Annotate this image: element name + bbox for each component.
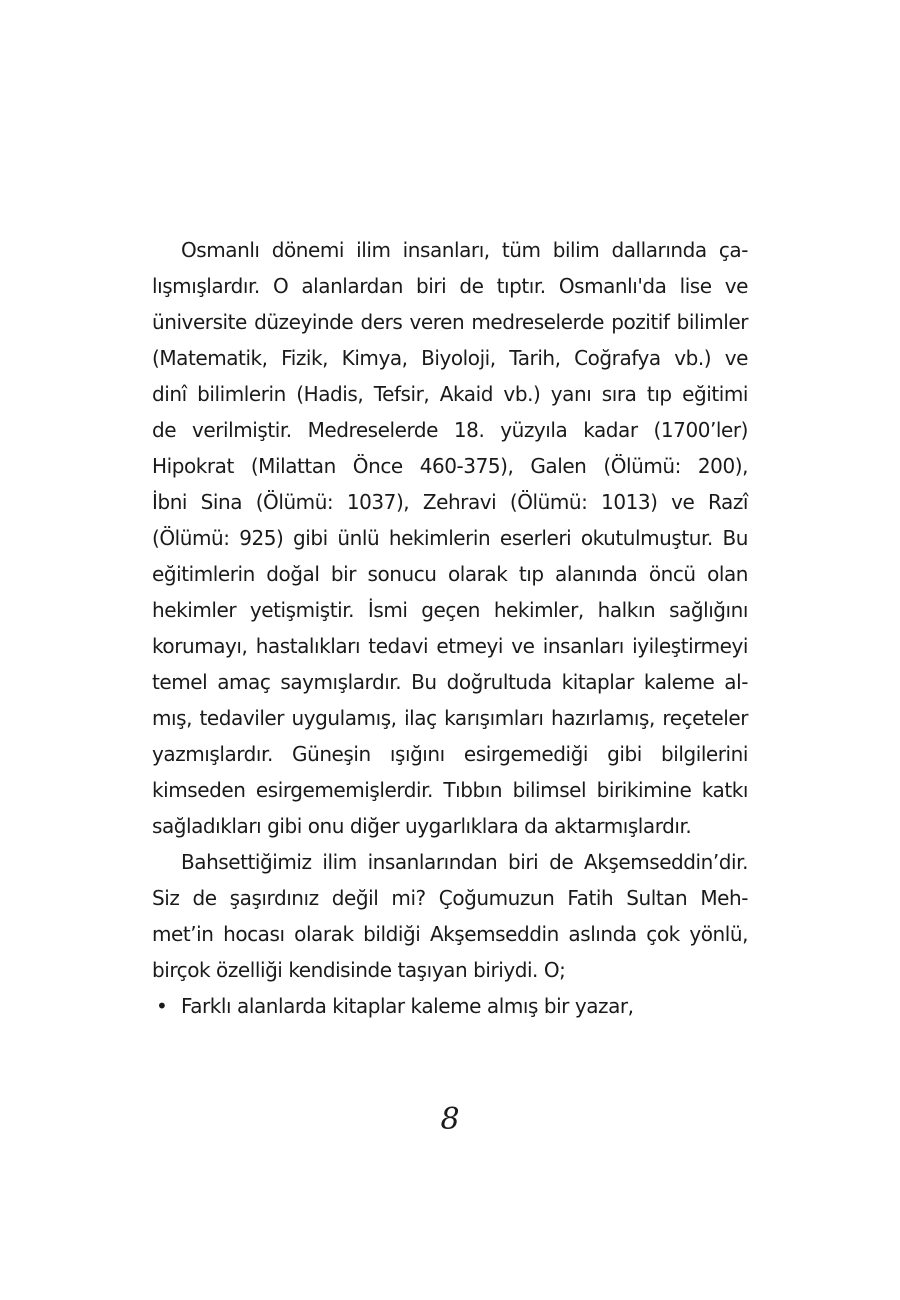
text-line: yazmışlardır. Güneşin ışığını esirgemediği gibi bilgilerini	[152, 742, 748, 766]
bullet-item	[152, 988, 748, 1024]
text-line: Bahsettiğimiz ilim insanlarından biri de Akşemseddin’dir.	[181, 850, 748, 874]
text-line: İbni Sina (Ölümü: 1037), Zehravi (Ölümü: 1013) ve Razî	[152, 490, 748, 514]
text-line: temel amaç saymışlardır. Bu doğrultuda kitaplar kaleme al-	[152, 670, 748, 694]
text-line: met’in hocası olarak bildiği Akşemseddin aslında çok yönlü,	[152, 922, 748, 946]
text-line: hekimler yetişmiştir. İsmi geçen hekimler, halkın sağlığını	[152, 598, 748, 622]
bullet-marker: •	[156, 994, 168, 1018]
text-line: kimseden esirgememişlerdir. Tıbbın bilimsel birikimine katkı	[152, 778, 748, 802]
text-line: korumayı, hastalıkları tedavi etmeyi ve insanları iyileştirmeyi	[152, 634, 748, 658]
page-number: 8	[440, 1102, 460, 1137]
text-line: sağladıkları gibi onu diğer uygarlıklara da aktarmışlardır.	[152, 814, 692, 838]
text-line: üniversite düzeyinde ders veren medreselerde pozitif bilimler	[152, 310, 748, 334]
text-line: de verilmiştir. Medreselerde 18. yüzyıla kadar (1700’ler)	[152, 418, 748, 442]
text-line: Hipokrat (Milattan Önce 460-375), Galen (Ölümü: 200),	[152, 454, 748, 478]
text-line: (Matematik, Fizik, Kimya, Biyoloji, Tarih, Coğrafya vb.) ve	[152, 346, 748, 370]
body-text	[152, 232, 748, 1024]
text-line: Osmanlı dönemi ilim insanları, tüm bilim dallarında ça-	[181, 238, 748, 262]
text-line: eğitimlerin doğal bir sonucu olarak tıp alanında öncü olan	[152, 562, 748, 586]
text-line: Siz de şaşırdınız değil mi? Çoğumuzun Fatih Sultan Meh-	[152, 886, 748, 910]
paragraph-1	[152, 232, 748, 844]
text-line: lışmışlardır. O alanlardan biri de tıptır. Osmanlı'da lise ve	[152, 274, 748, 298]
text-line: (Ölümü: 925) gibi ünlü hekimlerin eserleri okutulmuştur. Bu	[152, 526, 748, 550]
bullet-text: Farklı alanlarda kitaplar kaleme almış bir yazar,	[181, 994, 634, 1018]
bullet-list	[152, 988, 748, 1024]
text-line: mış, tedaviler uygulamış, ilaç karışımları hazırlamış, reçeteler	[152, 706, 748, 730]
text-line: dinî bilimlerin (Hadis, Tefsir, Akaid vb.) yanı sıra tıp eğitimi	[152, 382, 748, 406]
text-line: birçok özelliği kendisinde taşıyan biriydi. O;	[152, 958, 566, 982]
paragraph-2	[152, 844, 748, 988]
